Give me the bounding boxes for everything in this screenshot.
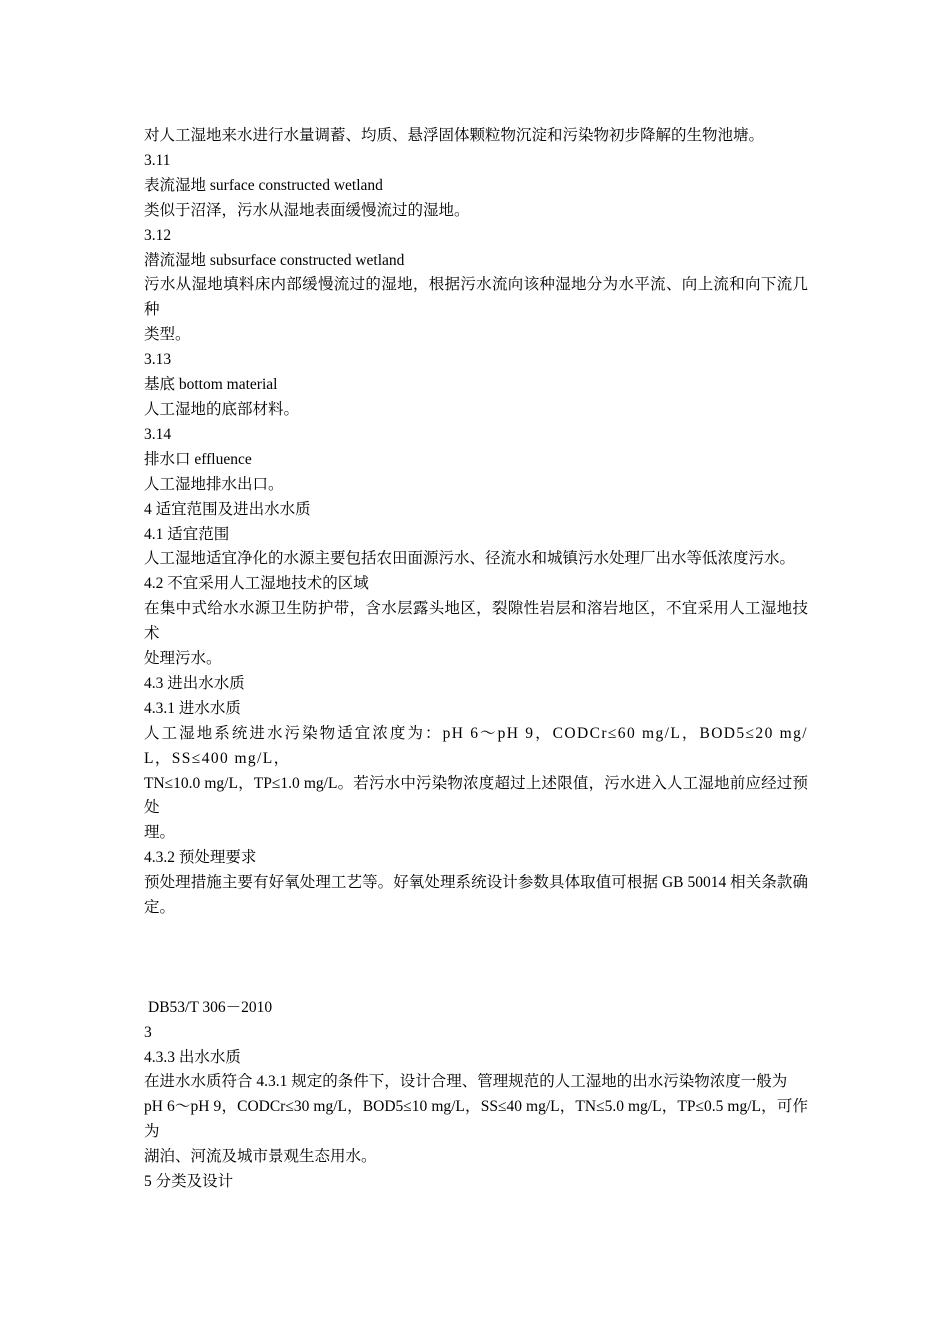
paragraph-definition-3-14: 人工湿地排水出口。 (144, 475, 284, 493)
subsection-heading-4-3-2: 4.3.2 预处理要求 (144, 849, 257, 867)
paragraph-4-3-1-end: 理。 (144, 824, 176, 842)
term-bottom-material: 基底 bottom material (144, 376, 278, 394)
paragraph-definition-3-13: 人工湿地的底部材料。 (144, 400, 300, 418)
clause-number-3-11: 3.11 (144, 151, 171, 169)
paragraph-4-3-3-end: 湖泊、河流及城市景观生态用水。 (144, 1148, 377, 1166)
paragraph-4-2: 在集中式给水水源卫生防护带，含水层露头地区，裂隙性岩层和溶岩地区，不宜采用人工湿地技术 (144, 600, 808, 643)
paragraph-4-3-3-cont: pH 6～pH 9，CODCr≤30 mg/L，BOD5≤10 mg/L，SS≤40 mg/L，TN≤5.0 mg/L，TP≤0.5 mg/L，可作为 (144, 1098, 808, 1141)
subsection-heading-4-2: 4.2 不宜采用人工湿地技术的区域 (144, 575, 369, 593)
page-break-gap (144, 921, 808, 996)
paragraph-4-3-1: 人工湿地系统进水污染物适宜浓度为：pH 6～pH 9，CODCr≤60 mg/L，BOD5≤20 mg/L，SS≤400 mg/L， (144, 724, 808, 767)
page-number: 3 (144, 1023, 152, 1041)
term-effluence: 排水口 effluence (144, 450, 252, 468)
term-subsurface-wetland: 潜流湿地 subsurface constructed wetland (144, 251, 405, 269)
standard-code-header: DB53/T 306－2010 (148, 998, 273, 1016)
clause-number-3-13: 3.13 (144, 351, 172, 369)
term-surface-wetland: 表流湿地 surface constructed wetland (144, 176, 383, 194)
subsection-heading-4-3-1: 4.3.1 进水水质 (144, 699, 241, 717)
subsection-heading-4-1: 4.1 适宜范围 (144, 525, 230, 543)
paragraph-4-1: 人工湿地适宜净化的水源主要包括农田面源污水、径流水和城镇污水处理厂出水等低浓度污水。 (144, 550, 796, 568)
paragraph-definition-3-11: 类似于沼泽，污水从湿地表面缓慢流过的湿地。 (144, 201, 470, 219)
paragraph-definition-3-10: 对人工湿地来水进行水量调蓄、均质、悬浮固体颗粒物沉淀和污染物初步降解的生物池塘。 (144, 127, 765, 144)
paragraph-4-3-3: 在进水水质符合 4.3.1 规定的条件下，设计合理、管理规范的人工湿地的出水污染物浓度一般为 (144, 1073, 788, 1091)
paragraph-4-2-cont: 处理污水。 (144, 650, 222, 668)
clause-number-3-12: 3.12 (144, 226, 172, 244)
document-page (144, 124, 808, 1195)
clause-number-3-14: 3.14 (144, 425, 172, 443)
subsection-heading-4-3-3: 4.3.3 出水水质 (144, 1048, 241, 1066)
section-heading-5: 5 分类及设计 (144, 1173, 234, 1191)
section-heading-4: 4 适宜范围及进出水水质 (144, 500, 311, 518)
paragraph-4-3-2: 预处理措施主要有好氧处理工艺等。好氧处理系统设计参数具体取值可根据 GB 50014 相关条款确定。 (144, 874, 808, 917)
paragraph-4-3-1-cont: TN≤10.0 mg/L，TP≤1.0 mg/L。若污水中污染物浓度超过上述限值，污水进入人工湿地前应经过预处 (144, 774, 808, 817)
subsection-heading-4-3: 4.3 进出水水质 (144, 674, 245, 692)
paragraph-definition-3-12-cont: 类型。 (144, 326, 191, 344)
paragraph-definition-3-12: 污水从湿地填料床内部缓慢流过的湿地，根据污水流向该种湿地分为水平流、向上流和向下流几种 (144, 276, 808, 319)
